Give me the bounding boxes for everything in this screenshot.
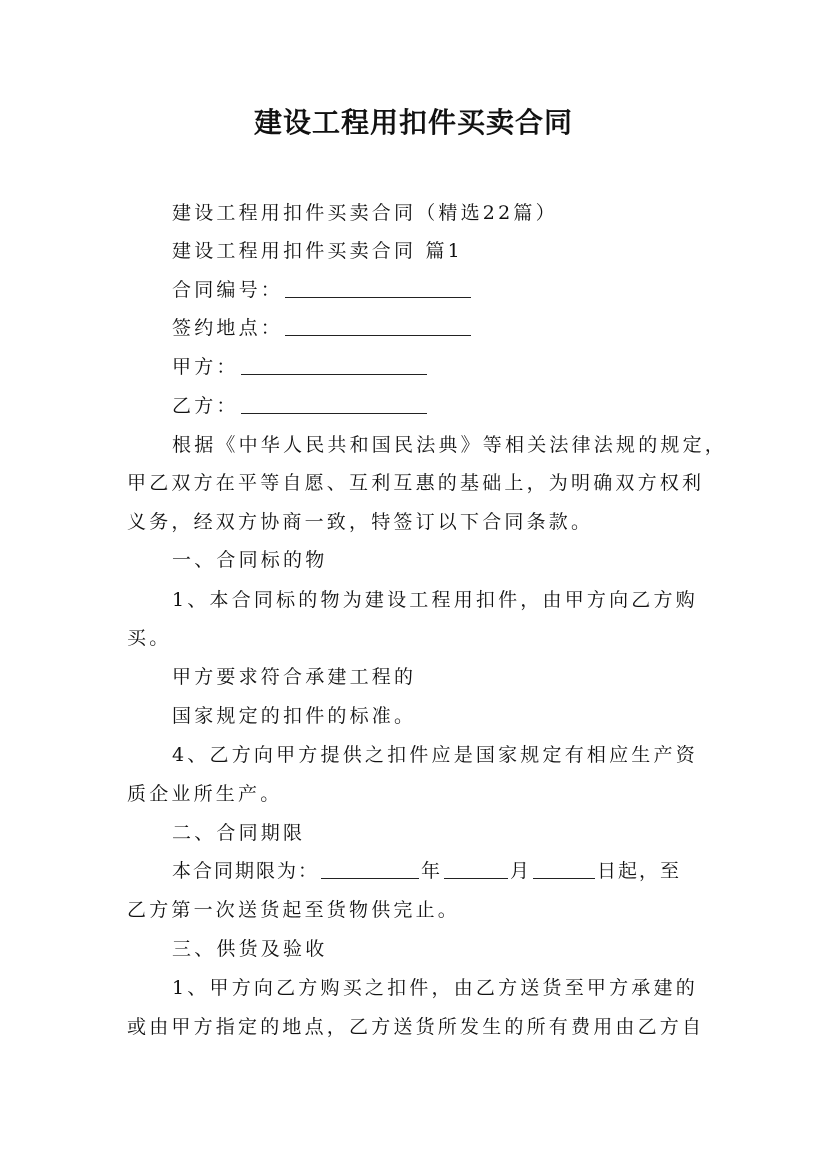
paragraph-line: 根据《中华人民共和国民法典》等相关法律法规的规定， — [172, 434, 728, 456]
paragraph-line: 义务，经双方协商一致，特签订以下合同条款。 — [127, 511, 594, 533]
year-label: 年 — [421, 860, 443, 882]
contract-term-label: 本合同期限为： — [172, 860, 320, 882]
doc-subtitle: 建设工程用扣件买卖合同（精选22篇） — [172, 202, 558, 224]
section-heading: 建设工程用扣件买卖合同 篇1 — [172, 240, 463, 262]
paragraph-line: 国家规定的扣件的标准。 — [172, 705, 417, 727]
document-title: 建设工程用扣件买卖合同 — [253, 106, 573, 139]
contract-number-label: 合同编号： — [172, 279, 284, 301]
party-b-blank — [241, 393, 427, 414]
party-b-row — [127, 392, 746, 420]
section-heading: 三、供货及验收 — [172, 938, 328, 960]
party-b-label: 乙方： — [172, 395, 239, 417]
signing-place-label: 签约地点： — [172, 317, 284, 339]
section-heading: 一、合同标的物 — [172, 549, 328, 571]
contract-number-row — [127, 276, 746, 304]
party-a-row — [127, 353, 746, 381]
contract-number-blank — [285, 277, 471, 298]
paragraph-line: 甲乙双方在平等自愿、互利互惠的基础上，为明确双方权利 — [127, 472, 705, 494]
paragraph-line: 4、乙方向甲方提供之扣件应是国家规定有相应生产资 — [172, 744, 698, 766]
paragraph-line: 乙方第一次送货起至货物供完止。 — [127, 899, 461, 921]
year-blank — [321, 858, 419, 879]
signing-place-row — [127, 314, 746, 342]
signing-place-blank — [285, 315, 471, 336]
paragraph-line: 甲方要求符合承建工程的 — [172, 666, 417, 688]
day-label: 日起，至 — [597, 860, 682, 882]
paragraph-line: 或由甲方指定的地点，乙方送货所发生的所有费用由乙方自 — [127, 1016, 705, 1038]
month-label: 月 — [510, 860, 532, 882]
party-a-label: 甲方： — [172, 356, 239, 378]
month-blank — [444, 858, 508, 879]
section-heading: 二、合同期限 — [172, 822, 306, 844]
paragraph-line: 买。 — [127, 627, 172, 649]
paragraph-line: 1、本合同标的物为建设工程用扣件，由甲方向乙方购 — [172, 589, 698, 611]
party-a-blank — [241, 354, 427, 375]
paragraph-line: 1、甲方向乙方购买之扣件，由乙方送货至甲方承建的 — [172, 977, 698, 999]
contract-term-row — [127, 857, 746, 885]
day-blank — [533, 858, 595, 879]
paragraph-line: 质企业所生产。 — [127, 783, 283, 805]
